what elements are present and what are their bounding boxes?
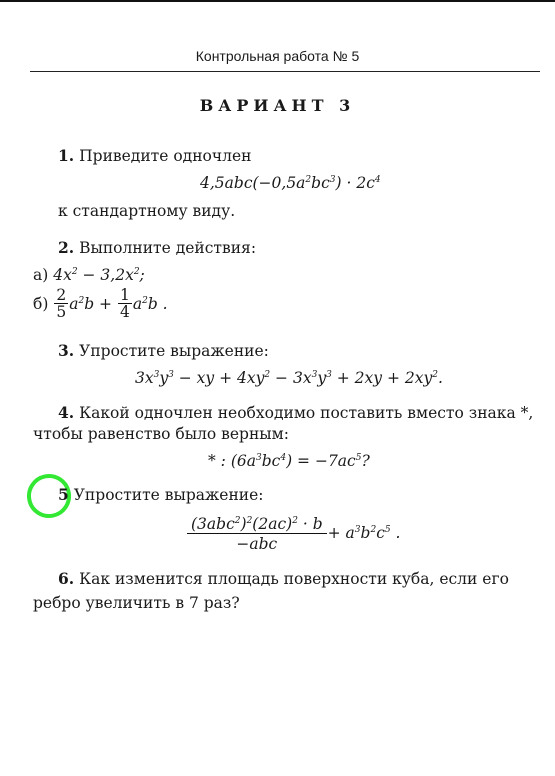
task-5-number: 5	[58, 485, 69, 504]
task-2b: б) $\frac{2}{5}$ $a^2b$ + $\frac{1}{4}$ $a^2b$ .	[33, 286, 168, 321]
header-rule	[30, 71, 540, 72]
task-5-expression: $\frac{(3abc^2)^2(2ac)^2 \cdot b}{\text{−abc}}$ + $a^3b^2c^5$ .	[186, 512, 400, 554]
task-2-number: 2.	[58, 238, 75, 257]
task-4-text-1: Какой одночлен необходимо поставить вместо знака *,	[79, 404, 534, 422]
task-6-number: 6.	[58, 569, 75, 588]
task-6-line-1	[58, 569, 509, 588]
task-2a	[33, 266, 145, 284]
task-3-expression: $3x^3y^3$ − xy + $4xy^2 - 3x^3y^3 + 2xy + 2xy^2$.	[135, 369, 443, 387]
task-4-expression: * : $(6a^3bc^4) = -7ac^5$?	[208, 452, 370, 470]
task-1-number: 1.	[58, 146, 75, 165]
task-2a-label: а)	[33, 266, 49, 284]
task-6-text-2: ребро увеличить в 7 раз?	[33, 594, 240, 612]
task-2b-label: б)	[33, 295, 49, 313]
task-1-tail: к стандартному виду.	[58, 202, 236, 220]
fraction-1-4: $\frac{1}{4}$	[119, 286, 130, 321]
task-2-text: Выполните действия:	[79, 239, 257, 257]
task-6-text-1: Как изменится площадь поверхности куба, если его	[79, 570, 509, 588]
task-3-number: 3.	[58, 341, 75, 360]
task-5	[58, 485, 264, 504]
page-header: Контрольная работа № 5	[195, 48, 360, 64]
task-4-text-2: чтобы равенство было верным:	[33, 425, 289, 443]
task-2	[58, 238, 256, 257]
task-1-expression: $4,5abc(-0,5a^2bc^3) \cdot 2c^4$	[200, 174, 381, 192]
task-4-number: 4.	[58, 403, 75, 422]
task-1-text: Приведите одночлен	[79, 147, 252, 165]
task-4-line-1	[58, 403, 533, 422]
variant-title: ВАРИАНТ 3	[199, 96, 356, 115]
task-2a-expression: $4x^2 - 3,2x^2$;	[53, 266, 145, 284]
task-3	[58, 341, 269, 360]
top-border	[0, 0, 555, 2]
task-5-text: Упростите выражение:	[73, 486, 264, 504]
task-1	[58, 146, 251, 165]
task-3-text: Упростите выражение:	[79, 342, 269, 360]
fraction-2-5: $\frac{2}{5}$	[56, 286, 67, 321]
task-5-fraction: $\frac{(3abc^2)^2(2ac)^2 \cdot b}{\text{−abc}}$	[187, 512, 327, 554]
